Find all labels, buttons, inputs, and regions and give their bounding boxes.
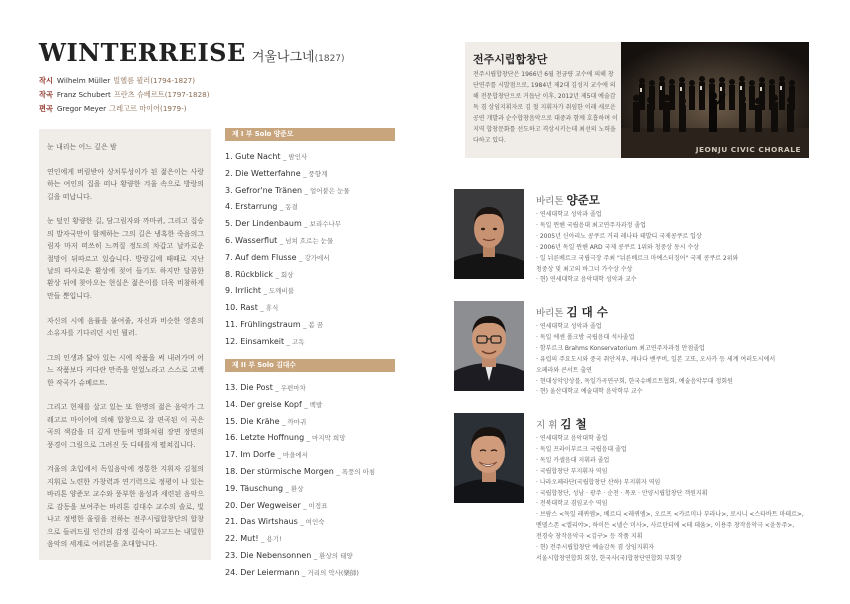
song-title-ko: _ 우편마차 [275, 384, 306, 392]
title-year: (1827) [314, 54, 345, 64]
part2-song-list [225, 383, 395, 585]
song-item [225, 286, 395, 303]
song-title: 10. Rast [225, 303, 258, 313]
credit-name: Gregor Meyer [56, 104, 107, 113]
song-item [225, 400, 395, 417]
song-title: 6. Wasserflut [225, 235, 278, 245]
song-title: 21. Das Wirtshaus [225, 517, 298, 527]
song-title: 9. Irrlicht [225, 286, 262, 296]
song-item [225, 467, 395, 484]
credit-name: Wilhelm Müller [56, 76, 111, 85]
song-title-ko: _ 풍향계 [303, 169, 328, 178]
song-title: 19. Täuschung [225, 483, 284, 493]
song-title: 8. Rückblick [225, 269, 274, 279]
song-title: 7. Auf dem Flusse [225, 252, 297, 262]
song-item [225, 501, 395, 518]
part1-song-list [225, 152, 395, 354]
song-title: 12. Einsamkeit [225, 336, 285, 346]
part1-header: 제 I 부 Solo 양준모 [225, 128, 395, 141]
song-item [225, 484, 395, 501]
song-title-ko: _ 폭풍의 아침 [336, 467, 376, 476]
portrait-photo [454, 301, 524, 391]
bio-item: · 유럽의 주요도시와 중국 취안저우, 캐나다 밴쿠버, 일본 고또, 오사카 등 세계 여러도시에서 [536, 355, 776, 363]
bio-item: 서울시합창연합회 회장, 한국사(국)합창단연합회 부회장 [536, 554, 682, 562]
intro-paragraph: 자신의 시에 음률을 붙여줄, 자신과 비슷한 영혼의 소유자를 기다리던 시인 뮐러. [47, 316, 204, 338]
bio-item: · 나라오페라단(국립합창단 산하) 부지휘자 역임 [536, 478, 661, 486]
portrait-photo [454, 413, 524, 503]
song-item [225, 253, 395, 270]
intro-paragraph: 연인에게 버림받아 상처투성이가 된 젊은이는 사랑하는 여인의 집을 떠나 황량한 겨울 속으로 방랑의 길을 떠납니다. [47, 167, 204, 201]
song-title-ko: _ 환상 [285, 484, 304, 493]
song-title: 3. Gefror'ne Tränen [225, 185, 303, 195]
choir-description: 전주시립합창단은 1966년 6월 천금량 교수에 의해 창단연주를 시발점으로, 1984년 제2대 김성지 교수에 의해 전문합창단으로 거듭난 이후, 2012년 제5대 예술감독 겸 상임지휘자로 김 철 지휘자가 취임한 이래 새로운 공연 개발과 순수합창음악으로 대중과 함께 호흡하며 이 지역 합창문화를 선도하고 격상시키는데 최선의 노력을 다하고 있다. [473, 71, 618, 144]
song-title-ko: _ 도깨비불 [263, 287, 295, 296]
song-title: 1. Gute Nacht [225, 152, 281, 161]
song-title-ko: _ 까마귀 [282, 417, 307, 426]
portrait-photo [454, 189, 524, 279]
bio-item: · 2006년 독일 뮌헨 ARD 국제 콩쿠르 1위와 청중상 동시 수상 [536, 243, 700, 251]
bio-item: · 독일 뮌헨 국립음대 최고연주자과정 졸업 [536, 221, 646, 229]
song-item [225, 433, 395, 450]
profile-name: 양준모 [566, 193, 600, 207]
bio-item: · 현대성악앙상블, 독일가곡연구회, 한국슈베르트협회, 예술음악무대 정회원 [536, 377, 733, 385]
profile-bio-list [536, 322, 775, 398]
song-title-ko: _ 용기! [261, 535, 282, 544]
song-item [225, 517, 395, 534]
song-title-ko: _ 회상 [275, 270, 294, 279]
song-title-ko: _ 여인숙 [300, 518, 325, 527]
song-title-ko: _ 동결 [279, 203, 298, 212]
song-title-ko: _ 고독 [286, 337, 305, 346]
song-title: 14. Der greise Kopf [225, 399, 302, 409]
song-title-ko: _ 백발 [304, 400, 323, 409]
credit-composer [39, 88, 210, 102]
bio-item: · 독일 프라이부르크 국립음대 졸업 [536, 445, 627, 453]
intro-paragraph: 겨울의 초입에서 독일음악에 정통한 지휘자 김철의 지휘로 노련한 가창력과 연기력으로 정평이 나 있는 바리톤 양준모 교수와 풍부한 음성과 세련된 음악으로 감동을 보여주는 바리톤 김대수 교수의 솔로, 빛나고 정병한 울림을 전하는 전주시립합창단의 합창으로 들려드릴 인간의 감정 깊숙이 파고드는 내밀한 음악의 세계로 여러분을 초대합니다. [47, 465, 204, 548]
song-title-ko: _ 넘쳐 흐르는 눈물 [279, 236, 334, 245]
profile-heading [536, 413, 587, 432]
bio-item: 멘델스존 <엘리야>, 하이든 <넬슨 미사>, 사르탄티에 <테 데움>, 이용주 창작음악극 <윤동주>, [536, 522, 795, 530]
part2-header: 제 II 부 Solo 김대수 [225, 359, 395, 372]
credit-name: Franz Schubert [56, 90, 111, 99]
bio-item: · 현) 전주시립합창단 예술감독 겸 상임지휘자 [536, 544, 655, 552]
song-title: 13. Die Post [225, 383, 273, 392]
song-title-ko: _ 환상의 태양 [313, 551, 353, 560]
song-item [225, 236, 395, 253]
song-title: 23. Die Nebensonnen [225, 550, 312, 560]
profile-role: 바리톤 [536, 308, 564, 319]
song-item [225, 417, 395, 434]
intro-paragraph: 그리고 현재를 살고 있는 또 한명의 젊은 음악가 그레고르 마이어에 의해 합창으로 잘 편곡된 이 곡은 곡의 색감을 더 깊게 만들며 명화처럼 장면 장면의 풍경이 그림으로 그려진 듯 디테를게 펼쳐집니다. [47, 403, 204, 449]
intro-paragraph: 그의 인생과 닮아 있는 시에 작품을 써 내려가며 어느 작품보다 커다란 만족을 얻었노라고 스스로 고백한 작곡가 슈베르트. [47, 353, 204, 387]
bio-item: · 2005년 신아리노 콩쿠르 거리 레나타 테발디 국제콩쿠르 입상 [536, 232, 702, 240]
song-title-ko: _ 거리의 악사(樂師) [302, 568, 359, 577]
page-title: WINTERREISE [39, 38, 246, 67]
bio-item: · 국립합창단 부지휘자 역임 [536, 467, 608, 475]
intro-paragraph: 눈 덮인 황량한 길, 담그림자와 까마귀, 그리고 집승의 발자국만이 함께하는 그의 길은 냉혹한 죽음의그림자 마저 떠쓰히 느껴질 정도의 차갑고 날카로운 절망이 뒤따르고 있습니다. 방랑길에 때때로 지난 날의 따사로운 환상에 젖어 들기도 하지만 달콤한 환상 뒤에 찾아오는 현실은 젊은이를 더욱 비참하게 만들 뿐입니다. [47, 217, 204, 300]
portrait-illustration [454, 413, 524, 503]
song-item [225, 320, 395, 337]
choir-title: 전주시립합창단 [473, 53, 548, 66]
bio-item: 오페라와 콘서트 출연 [536, 366, 592, 374]
credit-name-ko: 그레고르 마이어(1979-) [109, 104, 187, 113]
song-item [225, 450, 395, 467]
song-title-ko: _ 마을에서 [277, 451, 309, 460]
title-row [39, 38, 345, 67]
choir-photo-caption: JEONJU CIVIC CHORALE [695, 145, 801, 154]
profile-role: 바리톤 [536, 196, 564, 207]
choir-info-box [465, 42, 809, 158]
portrait-illustration [454, 301, 524, 391]
song-item [225, 202, 395, 219]
song-item [225, 534, 395, 551]
song-title-ko: _ 마지막 희망 [306, 434, 346, 443]
intro-text-box [39, 129, 211, 560]
song-item [225, 303, 395, 320]
credit-role: 편곡 [39, 104, 53, 113]
song-item [225, 568, 395, 585]
song-title: 20. Der Wegweiser [225, 500, 301, 510]
bio-item: · 함부르크 Brahms Konservatorium 최고연주자과정 만점졸업 [536, 344, 705, 352]
bio-item: · 연세대학교 성악과 졸업 [536, 211, 602, 218]
bio-item: · 연세대학교 음악대학 졸업 [536, 435, 608, 442]
song-title-ko: _ 얼어붙은 눈물 [304, 186, 350, 195]
bio-item: · 현) 연세대학교 음악대학 성악과 교수 [536, 276, 637, 284]
profile-bio-list [536, 210, 738, 286]
song-title-ko: _ 밤인사 [283, 153, 308, 161]
song-title: 18. Der stürmische Morgen [225, 466, 334, 476]
bio-item: 전경숙 창작음악극 <김구> 등 작품 지휘 [536, 533, 643, 541]
bio-item: · 전북대학교 겸임교수 역임 [536, 500, 608, 508]
song-title: 5. Der Lindenbaum [225, 219, 302, 229]
song-item [225, 337, 395, 354]
credit-lyricist [39, 74, 210, 88]
song-item [225, 169, 395, 186]
song-title-ko: _ 보리수나무 [304, 220, 342, 229]
profile-name: 김 철 [560, 417, 587, 431]
bio-item: · 국립합창단, 성남 · 광주 · 순천 · 목포 · 안양시립합창단 객원지휘 [536, 489, 708, 497]
credits [39, 74, 210, 116]
song-title: 17. Im Dorfe [225, 450, 276, 460]
song-title-ko: _ 봄 꿈 [303, 320, 324, 329]
intro-paragraph: 눈 내리는 어느 깊은 밤 [47, 143, 117, 151]
credit-role: 작곡 [39, 90, 53, 99]
bio-item: · 일 뉘른베르크 국립극장 주최 "뉘른베르크 마예스터징어" 국제 콩쿠르 2위와 [536, 254, 739, 262]
song-title-ko: _ 강가에서 [299, 253, 330, 262]
bio-item: · 독일 에센 폴크방 국립음대 석사졸업 [536, 333, 635, 341]
song-title: 15. Die Krähe [225, 416, 280, 426]
song-item [225, 219, 395, 236]
choir-photo-illustration [621, 42, 809, 158]
profile-heading [536, 189, 600, 208]
bio-item: · 독일 카셀음대 지휘과 졸업 [536, 456, 610, 464]
profile-role: 지 휘 [536, 420, 558, 431]
song-title-ko: _ 이정표 [303, 501, 328, 510]
credit-role: 작시 [39, 76, 53, 85]
song-item [225, 152, 395, 169]
profile-bio-list [536, 434, 804, 565]
profile-name: 김 대 수 [566, 305, 608, 319]
bio-item: · 현) 울산대학교 예술대학 음악학부 교수 [536, 388, 643, 396]
portrait-illustration [454, 189, 524, 279]
song-title: 2. Die Wetterfahne [225, 168, 301, 178]
credit-name-ko: 빌헬름 뮐러(1794-1827) [113, 76, 196, 85]
right-page [425, 0, 850, 604]
bio-item: · 브람스 <독일 레퀴엠>, 베르디 <레퀴엠>, 오르프 <카르미나 부라나>, 로시니 <스타바트 마테르>, [536, 511, 804, 519]
song-title: 22. Mut! [225, 534, 259, 544]
song-title: 4. Erstarrung [225, 202, 278, 212]
choir-photo [621, 42, 809, 158]
bio-item: · 연세대학교 성악과 졸업 [536, 323, 602, 330]
profile-heading [536, 301, 608, 320]
song-item [225, 383, 395, 400]
song-item [225, 186, 395, 203]
song-item [225, 551, 395, 568]
song-title-ko: _ 휴식 [260, 304, 279, 313]
credit-name-ko: 프란츠 슈베르트(1797-1828) [113, 90, 210, 99]
song-item [225, 270, 395, 287]
credit-arranger [39, 102, 210, 116]
song-title: 11. Frühlingstraum [225, 319, 301, 329]
song-title: 24. Der Leiermann [225, 567, 300, 577]
title-korean: 겨울나그네 [251, 50, 315, 65]
song-title: 16. Letzte Hoffnung [225, 433, 305, 443]
bio-item: 청중상 및 최고의 바그너 가수상 수상 [536, 265, 633, 273]
